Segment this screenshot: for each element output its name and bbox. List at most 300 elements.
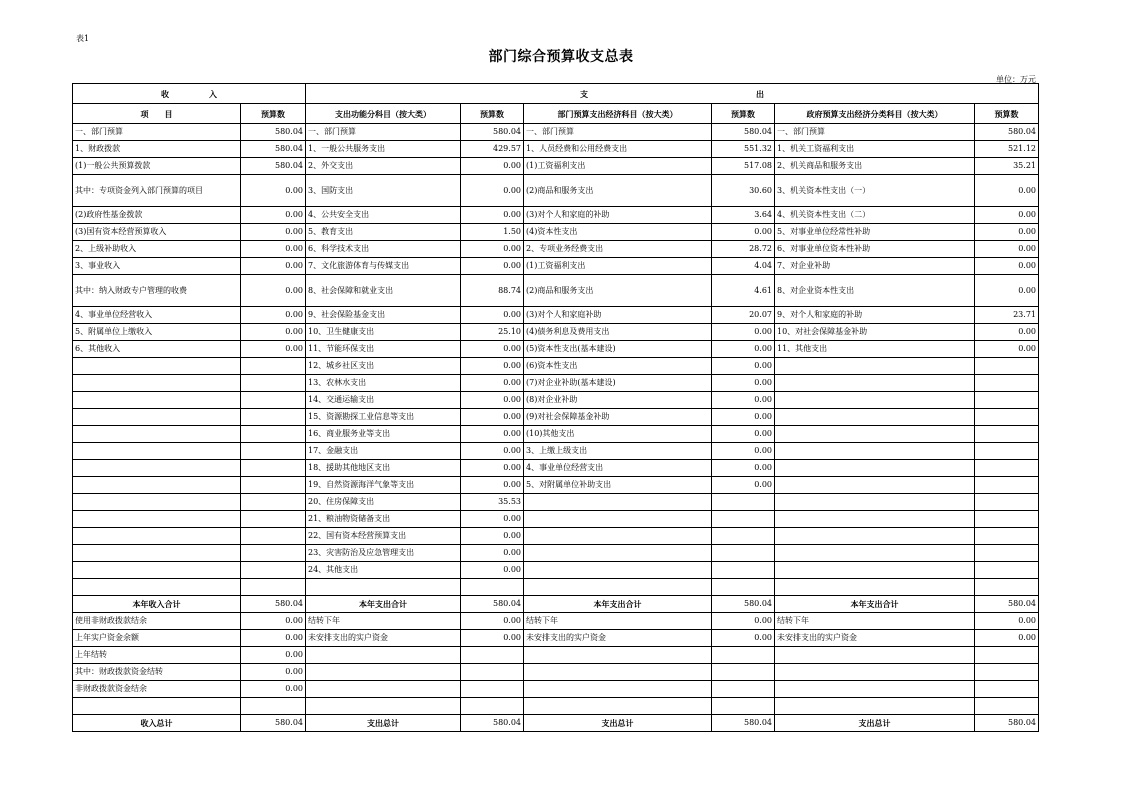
subject-label-cell	[775, 358, 975, 375]
table-row	[73, 307, 1039, 324]
budget-amount-cell: 0.00	[461, 358, 524, 375]
subject-label-cell	[524, 698, 712, 715]
budget-amount-cell: 0.00	[712, 375, 775, 392]
budget-summary-table	[72, 83, 1039, 732]
budget-amount-cell: 580.04	[975, 715, 1039, 732]
budget-amount-cell: 0.00	[461, 511, 524, 528]
subject-label-cell	[524, 511, 712, 528]
subject-label-cell: 上年实户资金余额	[73, 630, 241, 647]
subject-label-cell	[775, 545, 975, 562]
subject-label-cell: 4、公共安全支出	[306, 207, 461, 224]
budget-amount-cell: 0.00	[461, 207, 524, 224]
subject-label-cell: (2)商品和服务支出	[524, 275, 712, 307]
budget-amount-cell	[241, 698, 306, 715]
col-header-budget: 预算数	[461, 104, 524, 124]
subject-label-cell: 本年支出合计	[775, 596, 975, 613]
budget-amount-cell: 0.00	[241, 664, 306, 681]
subject-label-cell	[306, 647, 461, 664]
subject-label-cell	[73, 477, 241, 494]
budget-amount-cell: 0.00	[241, 175, 306, 207]
table-row	[73, 494, 1039, 511]
budget-amount-cell: 0.00	[241, 630, 306, 647]
subject-label-cell: 20、住房保障支出	[306, 494, 461, 511]
budget-amount-cell: 580.04	[975, 124, 1039, 141]
subject-label-cell: 未安排支出的实户资金	[306, 630, 461, 647]
subject-label-cell	[73, 358, 241, 375]
table-row	[73, 375, 1039, 392]
subject-label-cell: 收入总计	[73, 715, 241, 732]
subject-label-cell: 本年收入合计	[73, 596, 241, 613]
budget-amount-cell: 580.04	[461, 596, 524, 613]
budget-amount-cell	[712, 545, 775, 562]
budget-amount-cell: 0.00	[712, 443, 775, 460]
table-row	[73, 715, 1039, 732]
budget-amount-cell	[975, 358, 1039, 375]
budget-amount-cell: 429.57	[461, 141, 524, 158]
subject-label-cell: 8、对企业资本性支出	[775, 275, 975, 307]
budget-amount-cell	[241, 443, 306, 460]
budget-amount-cell: 580.04	[712, 124, 775, 141]
budget-amount-cell	[241, 545, 306, 562]
budget-amount-cell: 35.21	[975, 158, 1039, 175]
subject-label-cell	[306, 579, 461, 596]
subject-label-cell: 5、对附属单位补助支出	[524, 477, 712, 494]
table-row	[73, 358, 1039, 375]
subject-label-cell: (9)对社会保障基金补助	[524, 409, 712, 426]
budget-amount-cell: 0.00	[241, 307, 306, 324]
subject-label-cell: 17、金融支出	[306, 443, 461, 460]
subject-label-cell	[775, 460, 975, 477]
budget-amount-cell: 1.50	[461, 224, 524, 241]
table-row	[73, 409, 1039, 426]
budget-amount-cell: 580.04	[975, 596, 1039, 613]
budget-amount-cell	[975, 681, 1039, 698]
budget-amount-cell	[975, 409, 1039, 426]
col-header-budget: 预算数	[241, 104, 306, 124]
col-header-dept-economic-subject: 部门预算支出经济科目（按大类）	[524, 104, 712, 124]
subject-label-cell	[73, 579, 241, 596]
subject-label-cell	[775, 443, 975, 460]
budget-amount-cell: 0.00	[461, 630, 524, 647]
table-row	[73, 698, 1039, 715]
subject-label-cell: 18、援助其他地区支出	[306, 460, 461, 477]
subject-label-cell	[306, 664, 461, 681]
table-row	[73, 324, 1039, 341]
budget-amount-cell	[975, 375, 1039, 392]
budget-amount-cell: 0.00	[461, 307, 524, 324]
budget-amount-cell: 580.04	[241, 596, 306, 613]
budget-amount-cell: 20.07	[712, 307, 775, 324]
budget-amount-cell: 0.00	[712, 477, 775, 494]
subject-label-cell: 3、事业收入	[73, 258, 241, 275]
budget-amount-cell	[241, 375, 306, 392]
budget-amount-cell: 0.00	[241, 207, 306, 224]
budget-amount-cell: 0.00	[241, 275, 306, 307]
subject-label-cell: 本年支出合计	[524, 596, 712, 613]
col-header-budget: 预算数	[712, 104, 775, 124]
table-row	[73, 511, 1039, 528]
budget-amount-cell: 0.00	[461, 392, 524, 409]
table-row	[73, 158, 1039, 175]
budget-amount-cell: 580.04	[241, 715, 306, 732]
budget-amount-cell	[241, 409, 306, 426]
subject-label-cell: 4、事业单位经营收入	[73, 307, 241, 324]
budget-amount-cell	[712, 698, 775, 715]
budget-amount-cell	[975, 528, 1039, 545]
budget-amount-cell: 580.04	[461, 124, 524, 141]
subject-label-cell	[775, 511, 975, 528]
budget-amount-cell	[241, 460, 306, 477]
subject-label-cell	[775, 681, 975, 698]
subject-label-cell: 19、自然资源海洋气象等支出	[306, 477, 461, 494]
budget-amount-cell	[975, 664, 1039, 681]
subject-label-cell	[73, 511, 241, 528]
subject-label-cell	[73, 443, 241, 460]
subject-label-cell: 14、交通运输支出	[306, 392, 461, 409]
subject-label-cell: 5、教育支出	[306, 224, 461, 241]
budget-amount-cell	[975, 511, 1039, 528]
subject-label-cell: 24、其他支出	[306, 562, 461, 579]
budget-amount-cell: 3.64	[712, 207, 775, 224]
subject-label-cell: 23、灾害防治及应急管理支出	[306, 545, 461, 562]
subject-label-cell: 6、对事业单位资本性补助	[775, 241, 975, 258]
budget-amount-cell	[241, 511, 306, 528]
budget-amount-cell	[712, 511, 775, 528]
budget-amount-cell: 0.00	[975, 224, 1039, 241]
table-row	[73, 630, 1039, 647]
budget-amount-cell: 580.04	[712, 596, 775, 613]
page-title: 部门综合预算收支总表	[488, 49, 634, 65]
subject-label-cell: 一、部门预算	[775, 124, 975, 141]
subject-label-cell: 6、科学技术支出	[306, 241, 461, 258]
table-row	[73, 207, 1039, 224]
table-row	[73, 562, 1039, 579]
table-row	[73, 426, 1039, 443]
subject-label-cell: 上年结转	[73, 647, 241, 664]
budget-amount-cell: 30.60	[712, 175, 775, 207]
subject-label-cell: 1、机关工资福利支出	[775, 141, 975, 158]
budget-amount-cell: 0.00	[461, 613, 524, 630]
table-row	[73, 124, 1039, 141]
budget-amount-cell: 580.04	[241, 158, 306, 175]
budget-amount-cell: 0.00	[461, 258, 524, 275]
budget-amount-cell: 0.00	[241, 224, 306, 241]
budget-amount-cell: 35.53	[461, 494, 524, 511]
subject-label-cell: 结转下年	[306, 613, 461, 630]
budget-amount-cell: 0.00	[461, 460, 524, 477]
budget-amount-cell: 0.00	[712, 426, 775, 443]
col-header-budget: 预算数	[975, 104, 1039, 124]
budget-amount-cell	[712, 681, 775, 698]
table-row	[73, 545, 1039, 562]
budget-amount-cell: 0.00	[712, 224, 775, 241]
budget-amount-cell	[975, 392, 1039, 409]
budget-amount-cell	[975, 698, 1039, 715]
budget-amount-cell	[461, 664, 524, 681]
budget-amount-cell	[461, 579, 524, 596]
table-row	[73, 579, 1039, 596]
budget-amount-cell	[975, 647, 1039, 664]
budget-amount-cell	[461, 681, 524, 698]
budget-amount-cell: 0.00	[975, 175, 1039, 207]
budget-amount-cell: 0.00	[712, 409, 775, 426]
table-row	[73, 613, 1039, 630]
budget-amount-cell	[975, 477, 1039, 494]
budget-amount-cell	[975, 443, 1039, 460]
budget-amount-cell: 0.00	[241, 241, 306, 258]
budget-amount-cell: 0.00	[712, 613, 775, 630]
expense-section-header: 支 出	[306, 84, 1039, 104]
col-header-function-subject: 支出功能分科目（按大类）	[306, 104, 461, 124]
budget-amount-cell	[975, 545, 1039, 562]
budget-amount-cell: 0.00	[241, 341, 306, 358]
budget-amount-cell	[712, 579, 775, 596]
budget-amount-cell: 0.00	[975, 341, 1039, 358]
subject-label-cell: 未安排支出的实户资金	[775, 630, 975, 647]
subject-label-cell	[524, 562, 712, 579]
subject-label-cell: 21、粮油物资储备支出	[306, 511, 461, 528]
budget-amount-cell	[241, 477, 306, 494]
budget-amount-cell: 0.00	[712, 358, 775, 375]
subject-label-cell	[73, 545, 241, 562]
table-row	[73, 477, 1039, 494]
subject-label-cell: 一、部门预算	[73, 124, 241, 141]
subject-label-cell: 结转下年	[524, 613, 712, 630]
budget-amount-cell: 88.74	[461, 275, 524, 307]
subject-label-cell	[775, 528, 975, 545]
table-row	[73, 392, 1039, 409]
income-section-header: 收 入	[73, 84, 306, 104]
budget-amount-cell: 0.00	[975, 275, 1039, 307]
subject-label-cell	[73, 392, 241, 409]
subject-label-cell: 其中：财政拨款资金结转	[73, 664, 241, 681]
subject-label-cell	[775, 698, 975, 715]
budget-amount-cell	[712, 562, 775, 579]
budget-amount-cell	[975, 562, 1039, 579]
budget-amount-cell: 4.61	[712, 275, 775, 307]
budget-amount-cell: 0.00	[461, 477, 524, 494]
budget-amount-cell: 0.00	[461, 158, 524, 175]
budget-amount-cell: 0.00	[461, 443, 524, 460]
budget-amount-cell	[712, 494, 775, 511]
subject-label-cell: 使用非财政拨款结余	[73, 613, 241, 630]
subject-label-cell	[73, 528, 241, 545]
budget-amount-cell: 521.12	[975, 141, 1039, 158]
budget-amount-cell: 0.00	[975, 613, 1039, 630]
unit-label: 单位：万元	[996, 75, 1036, 84]
budget-amount-cell	[975, 426, 1039, 443]
budget-amount-cell: 23.71	[975, 307, 1039, 324]
subject-label-cell: (6)资本性支出	[524, 358, 712, 375]
budget-amount-cell: 0.00	[461, 341, 524, 358]
table-row	[73, 141, 1039, 158]
table-row	[73, 258, 1039, 275]
budget-amount-cell: 0.00	[241, 613, 306, 630]
subject-label-cell: 4、机关资本性支出（二）	[775, 207, 975, 224]
table-row	[73, 528, 1039, 545]
subject-label-cell: (10)其他支出	[524, 426, 712, 443]
table-row	[73, 664, 1039, 681]
subject-label-cell	[73, 698, 241, 715]
subject-label-cell: 7、对企业补助	[775, 258, 975, 275]
subject-label-cell	[306, 681, 461, 698]
subject-label-cell: 结转下年	[775, 613, 975, 630]
budget-amount-cell	[975, 579, 1039, 596]
subject-label-cell: 16、商业服务业等支出	[306, 426, 461, 443]
budget-amount-cell: 28.72	[712, 241, 775, 258]
budget-amount-cell: 580.04	[712, 715, 775, 732]
budget-amount-cell	[461, 698, 524, 715]
budget-amount-cell: 580.04	[241, 124, 306, 141]
subject-label-cell	[775, 426, 975, 443]
table-row	[73, 596, 1039, 613]
budget-amount-cell: 0.00	[461, 241, 524, 258]
subject-label-cell: 9、对个人和家庭的补助	[775, 307, 975, 324]
budget-amount-cell: 0.00	[461, 175, 524, 207]
budget-amount-cell	[241, 358, 306, 375]
table-number-label: 表1	[76, 34, 90, 43]
subject-label-cell: 1、人员经费和公用经费支出	[524, 141, 712, 158]
budget-amount-cell: 551.32	[712, 141, 775, 158]
budget-amount-cell: 0.00	[241, 258, 306, 275]
budget-amount-cell: 0.00	[975, 207, 1039, 224]
subject-label-cell	[775, 647, 975, 664]
subject-label-cell	[73, 375, 241, 392]
subject-label-cell	[73, 460, 241, 477]
budget-amount-cell: 0.00	[975, 258, 1039, 275]
subject-label-cell	[73, 426, 241, 443]
table-row	[73, 460, 1039, 477]
subject-label-cell	[775, 409, 975, 426]
table-row	[73, 681, 1039, 698]
subject-label-cell: 5、对事业单位经常性补助	[775, 224, 975, 241]
subject-label-cell	[524, 494, 712, 511]
subject-label-cell: (1)工资福利支出	[524, 258, 712, 275]
budget-amount-cell: 0.00	[975, 324, 1039, 341]
subject-label-cell: 1、财政拨款	[73, 141, 241, 158]
subject-label-cell	[775, 579, 975, 596]
table-row	[73, 241, 1039, 258]
subject-label-cell: 10、卫生健康支出	[306, 324, 461, 341]
subject-label-cell: 3、机关资本性支出（一）	[775, 175, 975, 207]
subject-label-cell: 支出总计	[524, 715, 712, 732]
budget-amount-cell: 0.00	[975, 241, 1039, 258]
subject-label-cell: (4)债务利息及费用支出	[524, 324, 712, 341]
budget-amount-cell: 0.00	[461, 409, 524, 426]
subject-label-cell: 其中：纳入财政专户管理的收费	[73, 275, 241, 307]
subject-label-cell: 8、社会保障和就业支出	[306, 275, 461, 307]
subject-label-cell	[524, 681, 712, 698]
subject-label-cell	[306, 698, 461, 715]
subject-label-cell: 2、专项业务经费支出	[524, 241, 712, 258]
subject-label-cell: 10、对社会保障基金补助	[775, 324, 975, 341]
budget-amount-cell	[241, 579, 306, 596]
subject-label-cell: 一、部门预算	[524, 124, 712, 141]
subject-label-cell: 12、城乡社区支出	[306, 358, 461, 375]
subject-label-cell: 未安排支出的实户资金	[524, 630, 712, 647]
budget-amount-cell	[975, 460, 1039, 477]
budget-amount-cell	[241, 528, 306, 545]
table-row	[73, 443, 1039, 460]
subject-label-cell: 3、上缴上级支出	[524, 443, 712, 460]
subject-label-cell: 1、一般公共服务支出	[306, 141, 461, 158]
subject-label-cell	[73, 409, 241, 426]
col-header-gov-economic-subject: 政府预算支出经济分类科目（按大类）	[775, 104, 975, 124]
subject-label-cell: 3、国防支出	[306, 175, 461, 207]
subject-label-cell: (8)对企业补助	[524, 392, 712, 409]
subject-label-cell	[524, 664, 712, 681]
subject-label-cell: 支出总计	[306, 715, 461, 732]
subject-label-cell	[73, 562, 241, 579]
subject-label-cell: 9、社会保险基金支出	[306, 307, 461, 324]
budget-amount-cell: 25.10	[461, 324, 524, 341]
budget-amount-cell: 517.08	[712, 158, 775, 175]
budget-amount-cell: 0.00	[712, 460, 775, 477]
subject-label-cell: 其中：专项资金列入部门预算的项目	[73, 175, 241, 207]
budget-amount-cell	[461, 647, 524, 664]
subject-label-cell	[73, 494, 241, 511]
subject-label-cell: (7)对企业补助(基本建设)	[524, 375, 712, 392]
subject-label-cell	[775, 562, 975, 579]
budget-amount-cell	[241, 494, 306, 511]
subject-label-cell: 11、节能环保支出	[306, 341, 461, 358]
subject-label-cell	[524, 528, 712, 545]
budget-amount-cell: 0.00	[241, 324, 306, 341]
subject-label-cell: 非财政拨款资金结余	[73, 681, 241, 698]
budget-amount-cell	[975, 494, 1039, 511]
subject-label-cell: (1)工资福利支出	[524, 158, 712, 175]
budget-amount-cell: 0.00	[461, 528, 524, 545]
budget-amount-cell: 0.00	[975, 630, 1039, 647]
budget-amount-cell: 0.00	[712, 324, 775, 341]
subject-label-cell: 2、机关商品和服务支出	[775, 158, 975, 175]
subject-label-cell: 13、农林水支出	[306, 375, 461, 392]
subject-label-cell	[775, 477, 975, 494]
subject-label-cell: 支出总计	[775, 715, 975, 732]
budget-amount-cell: 0.00	[461, 562, 524, 579]
subject-label-cell: 2、外交支出	[306, 158, 461, 175]
budget-amount-cell: 0.00	[712, 630, 775, 647]
subject-label-cell	[775, 375, 975, 392]
budget-amount-cell: 0.00	[712, 392, 775, 409]
table-row	[73, 224, 1039, 241]
budget-amount-cell: 580.04	[461, 715, 524, 732]
budget-amount-cell: 0.00	[461, 426, 524, 443]
subject-label-cell	[775, 392, 975, 409]
col-header-item: 项 目	[73, 104, 241, 124]
subject-label-cell: 5、附属单位上缴收入	[73, 324, 241, 341]
subject-label-cell: (3)对个人和家庭的补助	[524, 207, 712, 224]
table-row	[73, 647, 1039, 664]
budget-amount-cell: 0.00	[712, 341, 775, 358]
subject-label-cell: (2)政府性基金拨款	[73, 207, 241, 224]
subject-label-cell: (2)商品和服务支出	[524, 175, 712, 207]
budget-amount-cell	[241, 426, 306, 443]
budget-amount-cell: 4.04	[712, 258, 775, 275]
budget-amount-cell	[241, 392, 306, 409]
budget-amount-cell	[712, 647, 775, 664]
budget-amount-cell: 0.00	[461, 545, 524, 562]
subject-label-cell: 一、部门预算	[306, 124, 461, 141]
table-row	[73, 341, 1039, 358]
budget-amount-cell	[712, 664, 775, 681]
subject-label-cell: 本年支出合计	[306, 596, 461, 613]
subject-label-cell: 15、资源勘探工业信息等支出	[306, 409, 461, 426]
table-row	[73, 275, 1039, 307]
budget-amount-cell	[241, 562, 306, 579]
subject-label-cell	[775, 494, 975, 511]
subject-label-cell: (5)资本性支出(基本建设)	[524, 341, 712, 358]
